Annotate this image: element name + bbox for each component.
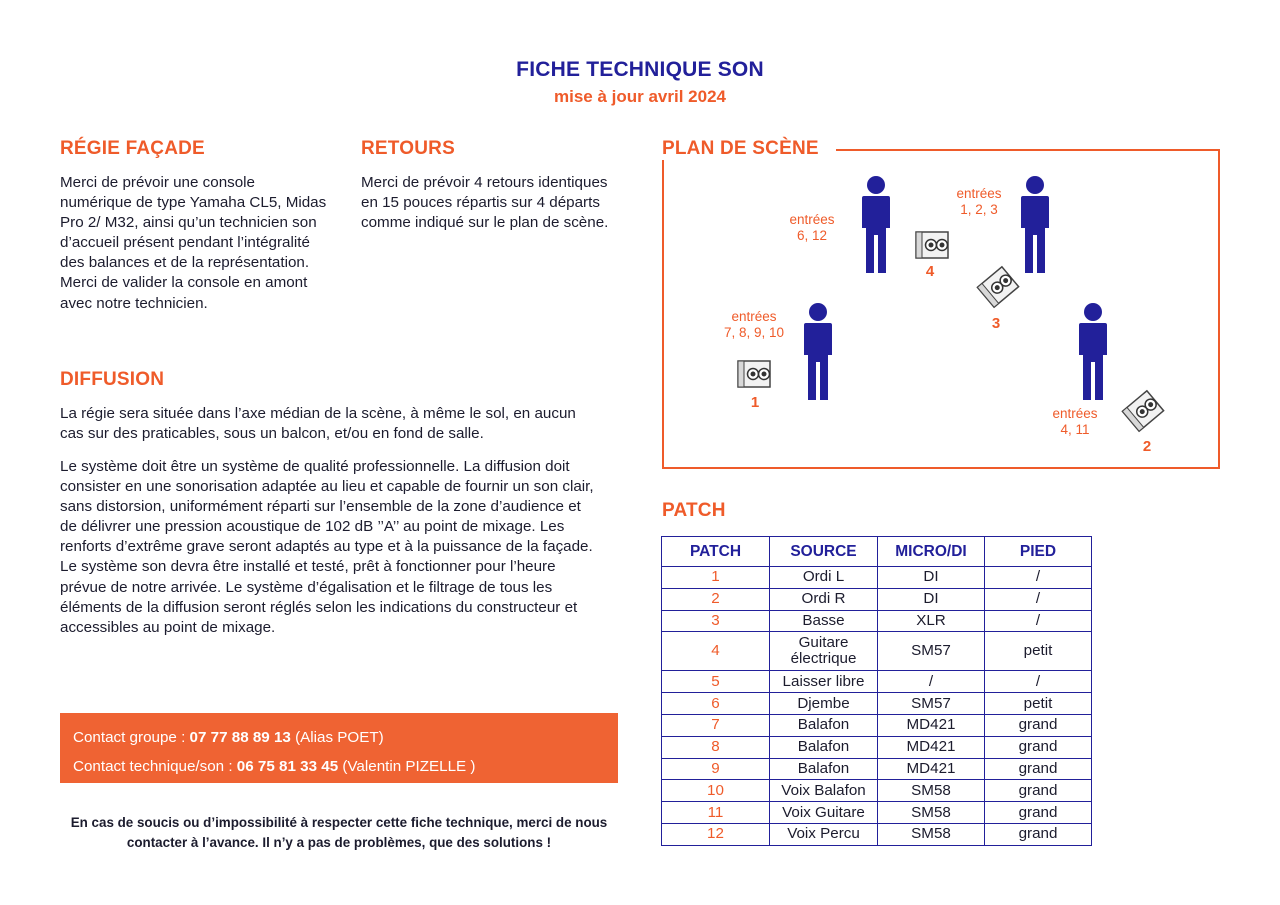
- patch-number: 7: [662, 714, 770, 736]
- patch-micro: DI: [878, 588, 985, 610]
- musician-1-icon: [862, 176, 890, 273]
- patch-source: Ordi R: [770, 588, 878, 610]
- inputs-label-c: entrées 7, 8, 9, 10: [723, 309, 785, 340]
- patch-heading: PATCH: [662, 500, 726, 521]
- patch-micro: SM58: [878, 802, 985, 824]
- patch-pied: petit: [985, 632, 1092, 671]
- stage-plan-heading: PLAN DE SCÈNE: [662, 138, 831, 160]
- patch-pied: /: [985, 671, 1092, 693]
- inputs-label-d: entrées 4, 11: [1052, 406, 1098, 437]
- monitor-3-number: 3: [991, 315, 1001, 332]
- table-row: [662, 780, 1092, 802]
- patch-pied: grand: [985, 823, 1092, 845]
- monitor-4-icon: [916, 232, 948, 258]
- patch-source: Balafon: [770, 714, 878, 736]
- patch-number: 2: [662, 588, 770, 610]
- musician-3-icon: [804, 303, 832, 400]
- contact-group-name: (Alias POET): [290, 729, 384, 746]
- patch-pied: grand: [985, 780, 1092, 802]
- patch-micro: MD421: [878, 758, 985, 780]
- patch-number: 9: [662, 758, 770, 780]
- patch-source: Balafon: [770, 758, 878, 780]
- diffusion-heading: DIFFUSION: [60, 369, 165, 390]
- table-row: [662, 802, 1092, 824]
- patch-micro: SM58: [878, 823, 985, 845]
- patch-micro: DI: [878, 567, 985, 589]
- patch-micro: SM57: [878, 632, 985, 671]
- patch-col-header: PATCH: [662, 537, 770, 567]
- table-row: [662, 632, 1092, 671]
- patch-micro: /: [878, 671, 985, 693]
- regie-heading: RÉGIE FAÇADE: [60, 138, 205, 159]
- inputs-label-b: entrées 1, 2, 3: [956, 186, 1002, 217]
- contact-tech-name: (Valentin PIZELLE ): [338, 758, 476, 775]
- table-row: [662, 693, 1092, 715]
- musician-2-icon: [1021, 176, 1049, 273]
- patch-number: 10: [662, 780, 770, 802]
- patch-number: 11: [662, 802, 770, 824]
- patch-micro: SM57: [878, 693, 985, 715]
- patch-pied: grand: [985, 802, 1092, 824]
- diffusion-paragraph-2: Le système doit être un système de qualité professionnelle. La diffusion doit consister en une sonorisation adaptée au lieu et capable de fournir un son clair, sans distorsion, uniformément réparti sur l’ensemble de la zone d’audience et de délivrer une pression acoustique de 102 dB ’’A’’ au point de mixage. Les renforts d’extrême grave seront adaptés au type et à la puissance de la façade. Le système son devra être installé et testé, prêt à fonctionner pour l’heure prévue de notre arrivée. Le système d’égalisation et le filtrage de tous les éléments de la diffusion seront réglés selon les indications du constructeur et accessibles au point de mixage.: [60, 458, 594, 636]
- patch-number: 6: [662, 693, 770, 715]
- retours-text: Merci de prévoir 4 retours identiques en 15 pouces répartis sur 4 départs comme indiqué sur le plan de scène.: [361, 174, 609, 232]
- patch-source: Voix Percu: [770, 823, 878, 845]
- micro-col-header: MICRO/DI: [878, 537, 985, 567]
- patch-pied: grand: [985, 714, 1092, 736]
- patch-table: [661, 536, 1092, 846]
- monitor-2-icon: [1122, 391, 1163, 431]
- patch-number: 5: [662, 671, 770, 693]
- patch-number: 1: [662, 567, 770, 589]
- footer-note: En cas de soucis ou d’impossibilité à respecter cette fiche technique, merci de nous contacter à l’avance. Il n’y a pas de problèmes, que des solutions !: [70, 815, 608, 850]
- patch-source: Voix Balafon: [770, 780, 878, 802]
- patch-source: Guitare électrique: [770, 632, 878, 671]
- patch-number: 8: [662, 736, 770, 758]
- table-row: [662, 610, 1092, 632]
- patch-number: 12: [662, 823, 770, 845]
- patch-number: 4: [662, 632, 770, 671]
- table-row: [662, 758, 1092, 780]
- contact-group-phone[interactable]: 07 77 88 89 13: [189, 729, 291, 746]
- page-title: FICHE TECHNIQUE SON: [516, 58, 764, 81]
- patch-pied: /: [985, 588, 1092, 610]
- contact-tech-label: Contact technique/son :: [73, 758, 237, 775]
- contact-tech-phone[interactable]: 06 75 81 33 45: [236, 758, 339, 775]
- patch-pied: /: [985, 567, 1092, 589]
- monitor-1-icon: [738, 361, 770, 387]
- page-subtitle: mise à jour avril 2024: [554, 87, 726, 106]
- musician-4-icon: [1079, 303, 1107, 400]
- patch-micro: XLR: [878, 610, 985, 632]
- patch-micro: MD421: [878, 736, 985, 758]
- patch-pied: grand: [985, 736, 1092, 758]
- diffusion-paragraph-1: La régie sera située dans l’axe médian de la scène, à même le sol, en aucun cas sur des praticables, sous un balcon, et/ou en fond de salle.: [60, 405, 576, 443]
- patch-header-row: [662, 537, 1092, 567]
- pied-col-header: PIED: [985, 537, 1092, 567]
- table-row: [662, 823, 1092, 845]
- table-row: [662, 671, 1092, 693]
- patch-number: 3: [662, 610, 770, 632]
- regie-text: Merci de prévoir une console numérique de type Yamaha CL5, Midas Pro 2/ M32, ainsi qu’un technicien son d’accueil présent pendant l’intégralité des balances et de la représentation. Merci de valider la console en amont avec notre technicien.: [60, 174, 327, 312]
- monitor-3-icon: [977, 267, 1018, 307]
- table-row: [662, 736, 1092, 758]
- patch-source: Voix Guitare: [770, 802, 878, 824]
- patch-micro: SM58: [878, 780, 985, 802]
- table-row: [662, 567, 1092, 589]
- patch-source: Balafon: [770, 736, 878, 758]
- contact-group-label: Contact groupe :: [73, 729, 190, 746]
- patch-source: Ordi L: [770, 567, 878, 589]
- inputs-label-a: entrées 6, 12: [789, 212, 835, 243]
- table-row: [662, 714, 1092, 736]
- patch-pied: /: [985, 610, 1092, 632]
- patch-source: Basse: [770, 610, 878, 632]
- patch-source: Laisser libre: [770, 671, 878, 693]
- monitor-4-number: 4: [925, 263, 935, 280]
- source-col-header: SOURCE: [770, 537, 878, 567]
- retours-heading: RETOURS: [361, 138, 455, 159]
- patch-micro: MD421: [878, 714, 985, 736]
- patch-source: Djembe: [770, 693, 878, 715]
- monitor-2-number: 2: [1142, 438, 1152, 455]
- table-row: [662, 588, 1092, 610]
- monitor-1-number: 1: [750, 394, 760, 411]
- patch-pied: petit: [985, 693, 1092, 715]
- patch-pied: grand: [985, 758, 1092, 780]
